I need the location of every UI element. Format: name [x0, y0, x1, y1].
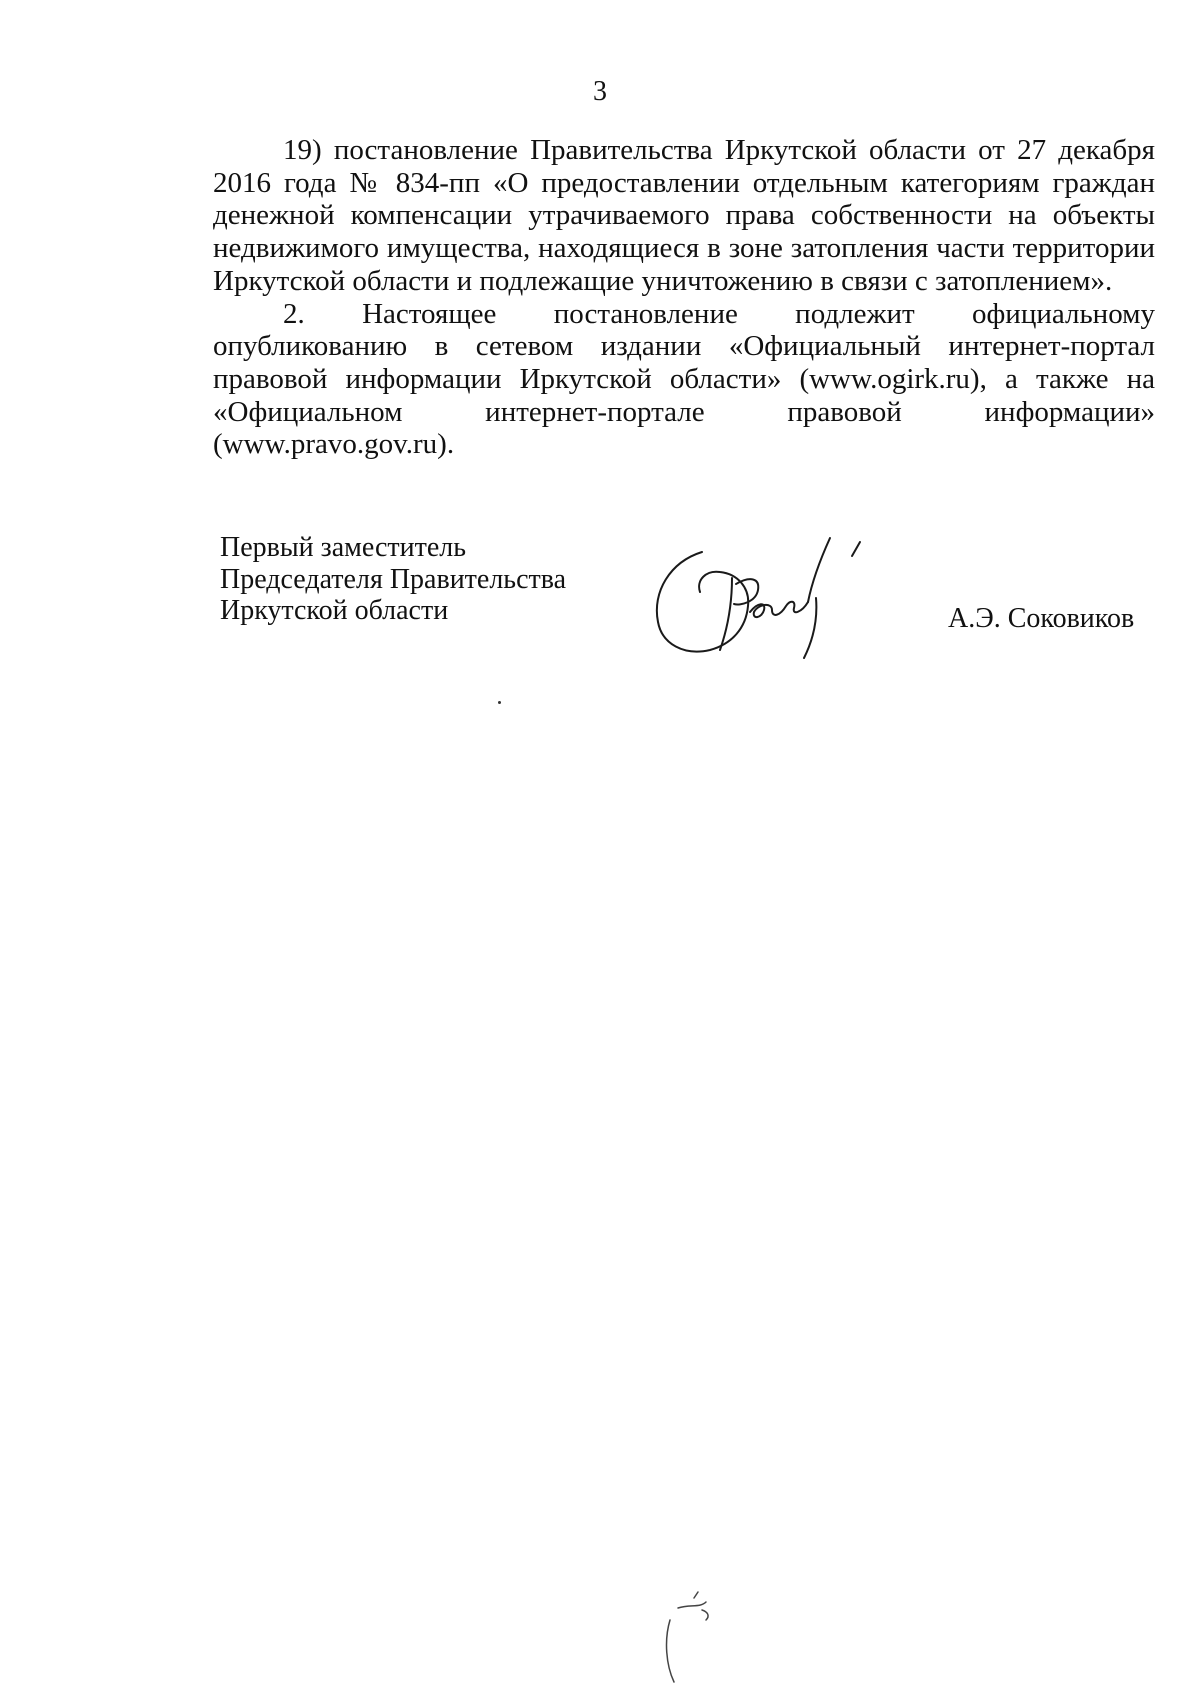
paragraph-publication: 2. Настоящее постановление подлежит официальному опубликованию в сетевом издании «Официальный интернет-портал правовой информации Иркутской области» (www.ogirk.ru), а также на «Официальном интернет-портале правовой информации» (www.pravo.gov.ru). — [213, 297, 1155, 461]
position-line-1: Первый заместитель — [220, 532, 467, 563]
paragraph-item-19: 19) постановление Правительства Иркутской области от 27 декабря 2016 года № 834-пп «О предоставлении отдельным категориям граждан денежной компенсации утрачиваемого права собственности на объекты недвижимого имущества, находящиеся в зоне затопления части территории Иркутской области и подлежащие уничтожению в связи с затоплением». — [213, 134, 1155, 297]
signer-name: А.Э. Соковиков — [948, 603, 1135, 634]
signatory-position — [220, 532, 566, 627]
page-number: 3 — [593, 76, 607, 107]
scan-mark — [650, 1590, 730, 1690]
document-body — [213, 134, 1155, 461]
position-line-2: Председателя Правительства — [220, 563, 567, 595]
position-line-3: Иркутской области — [220, 595, 449, 626]
handwritten-signature — [640, 532, 880, 662]
scan-speck — [498, 701, 501, 704]
